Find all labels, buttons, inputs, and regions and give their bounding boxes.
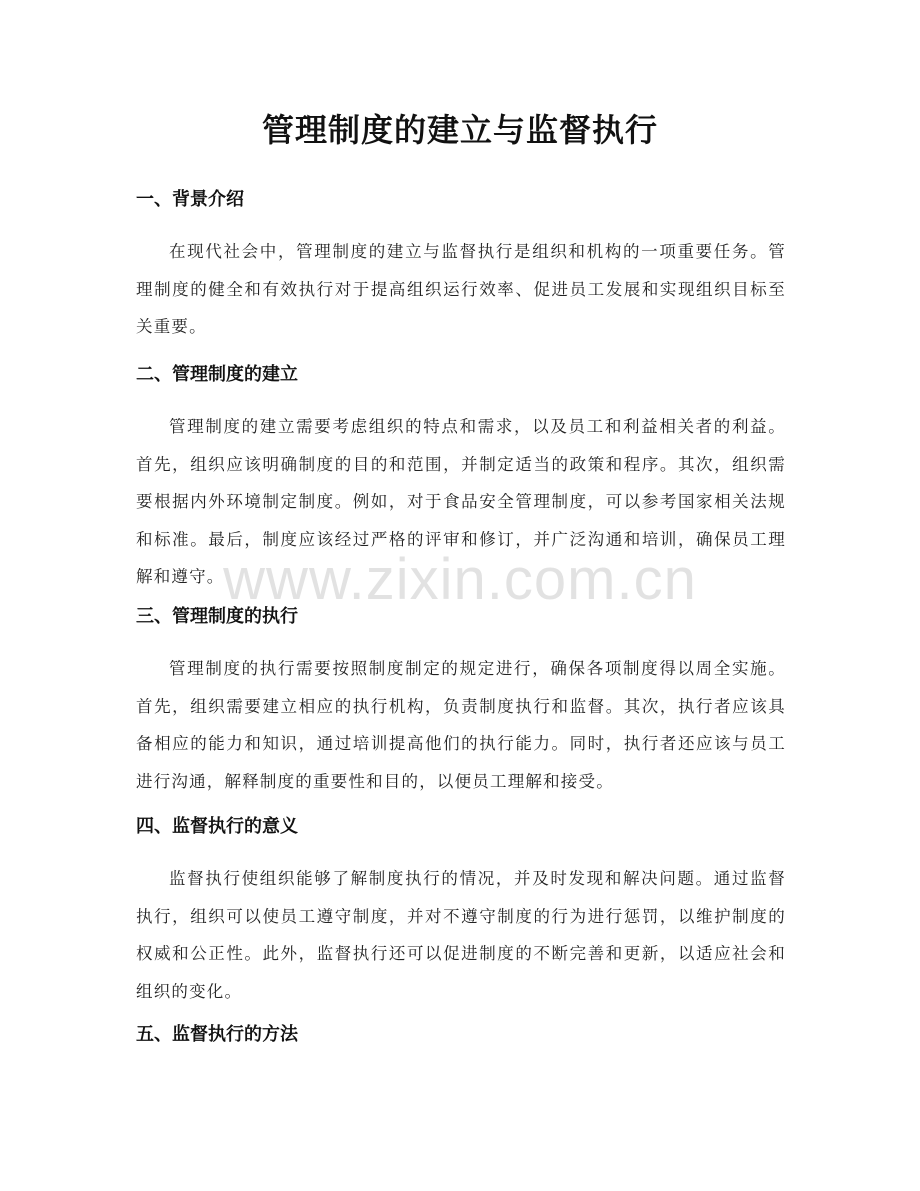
section-heading-establishment: 二、管理制度的建立 [136,364,298,385]
section-paragraph-execution: 管理制度的执行需要按照制度制定的规定进行，确保各项制度得以周全实施。首先，组织需要建立相应的执行机构，负责制度执行和监督。其次，执行者应该具备相应的能力和知识，通过培训提高他们的执行能力。同时，执行者还应该与员工进行沟通，解释制度的重要性和目的，以便员工理解和接受。 [136,659,786,791]
section-paragraph-establishment: 管理制度的建立需要考虑组织的特点和需求，以及员工和利益相关者的利益。首先，组织应该明确制度的目的和范围，并制定适当的政策和程序。其次，组织需要根据内外环境制定制度。例如，对于食品安全管理制度，可以参考国家相关法规和标准。最后，制度应该经过严格的评审和修订，并广泛沟通和培训，确保员工理解和遵守。 [136,417,786,586]
section-heading-execution: 三、管理制度的执行 [136,606,298,627]
watermark: www.zixin.com.cn [223,547,697,612]
section-paragraph-background: 在现代社会中，管理制度的建立与监督执行是组织和机构的一项重要任务。管理制度的健全和有效执行对于提高组织运行效率、促进员工发展和实现组织目标至关重要。 [136,242,786,336]
document-title: 管理制度的建立与监督执行 [261,111,658,149]
section-paragraph-supervision-meaning: 监督执行使组织能够了解制度执行的情况，并及时发现和解决问题。通过监督执行，组织可以使员工遵守制度，并对不遵守制度的行为进行惩罚，以维护制度的权威和公正性。此外，监督执行还可以促进制度的不断完善和更新，以适应社会和组织的变化。 [136,869,786,1001]
section-heading-background: 一、背景介绍 [136,189,244,210]
section-heading-supervision-methods: 五、监督执行的方法 [136,1024,298,1045]
section-heading-supervision-meaning: 四、监督执行的意义 [136,816,298,837]
